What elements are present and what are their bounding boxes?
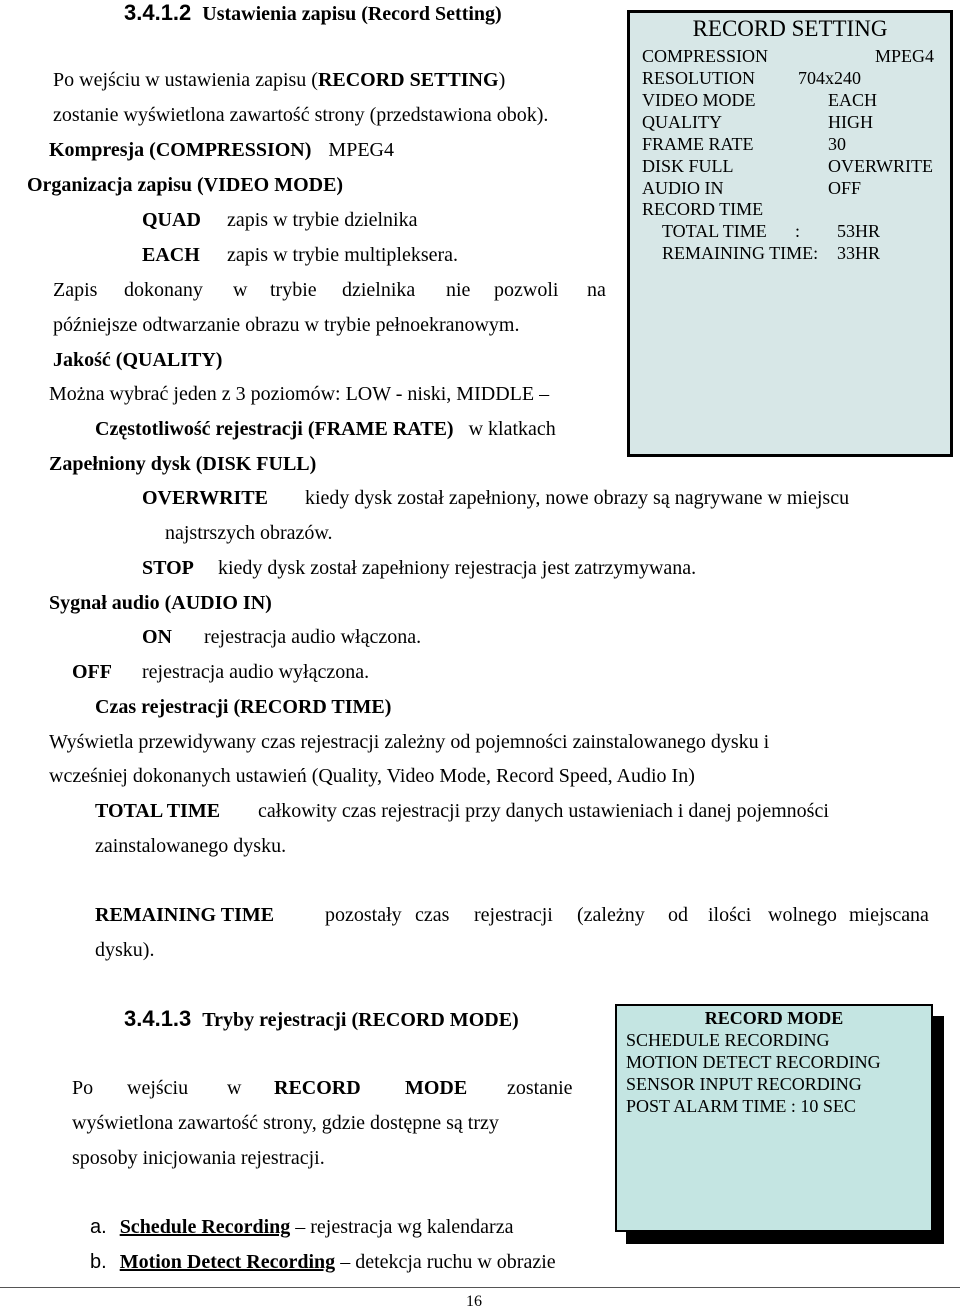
quad-term: QUAD bbox=[142, 209, 201, 231]
record-time-label: RECORD TIME bbox=[642, 199, 764, 219]
section-title: Tryby rejestracji (RECORD MODE) bbox=[202, 1009, 519, 1031]
footer-rule bbox=[0, 1287, 960, 1288]
page-number: 16 bbox=[466, 1293, 482, 1310]
off-desc: rejestracja audio wyłączona. bbox=[142, 661, 370, 683]
audio-in-value: OFF bbox=[828, 178, 862, 198]
section-heading bbox=[124, 1008, 519, 1030]
list-marker: a. bbox=[90, 1216, 107, 1238]
record-mode-title: RECORD MODE bbox=[704, 1008, 844, 1028]
compression-value: MPEG4 bbox=[328, 139, 394, 161]
mode-intro-word: wejściu bbox=[127, 1077, 189, 1099]
video-mode-value: EACH bbox=[828, 90, 877, 110]
remaining-word: wolnego bbox=[768, 904, 837, 926]
remaining-time-value: 33HR bbox=[837, 243, 881, 263]
compression-value: MPEG4 bbox=[875, 46, 935, 66]
quality-label: QUALITY bbox=[642, 112, 722, 132]
note-word: na bbox=[587, 279, 606, 301]
section-heading bbox=[124, 2, 502, 24]
note-word: pozwoli bbox=[494, 279, 559, 301]
list-marker: b. bbox=[90, 1251, 107, 1273]
disk-full-value: OVERWRITE bbox=[828, 156, 933, 176]
remaining-term: REMAINING TIME bbox=[95, 904, 275, 926]
total-time-separator: : bbox=[795, 221, 801, 241]
total-time-value: 53HR bbox=[837, 221, 881, 241]
quality-value: HIGH bbox=[828, 112, 873, 132]
record-setting-title: RECORD SETTING bbox=[692, 16, 888, 41]
record-setting-panel bbox=[627, 10, 953, 457]
resolution-value: 704x240 bbox=[798, 68, 861, 88]
intro-line-1 bbox=[53, 70, 505, 90]
resolution-label: RESOLUTION bbox=[642, 68, 755, 88]
record-time-desc-cont: wcześniej dokonanych ustawień (Quality, Video Mode, Record Speed, Audio In) bbox=[49, 765, 695, 787]
disk-full-heading: Zapełniony dysk (DISK FULL) bbox=[49, 453, 317, 475]
on-term: ON bbox=[142, 626, 172, 648]
note-word: Zapis bbox=[53, 279, 98, 301]
remaining-time-label: REMAINING TIME: bbox=[662, 243, 819, 263]
list-desc: – detekcja ruchu w obrazie bbox=[340, 1251, 556, 1273]
record-mode-item: SCHEDULE RECORDING bbox=[626, 1030, 830, 1050]
mode-intro-term: MODE bbox=[405, 1077, 468, 1099]
overwrite-desc-cont: najstrszych obrazów. bbox=[165, 522, 333, 544]
compression-label: COMPRESSION bbox=[642, 46, 769, 66]
list-desc: – rejestracja wg kalendarza bbox=[295, 1216, 514, 1238]
video-mode-label: VIDEO MODE bbox=[642, 90, 756, 110]
each-term: EACH bbox=[142, 244, 200, 266]
total-time-desc: całkowity czas rejestracji przy danych ustawieniach i danej pojemności bbox=[258, 800, 829, 822]
note-word: w bbox=[233, 279, 248, 301]
section-title: Ustawienia zapisu (Record Setting) bbox=[202, 3, 502, 25]
off-term: OFF bbox=[72, 661, 112, 683]
list-term: Schedule Recording bbox=[119, 1216, 291, 1238]
section-number: 3.4.1.2 bbox=[124, 0, 192, 25]
remaining-word: rejestracji bbox=[474, 904, 553, 926]
mode-intro-term: RECORD bbox=[274, 1077, 361, 1099]
intro-term: RECORD SETTING bbox=[317, 69, 499, 91]
mode-intro-word: Po bbox=[72, 1077, 94, 1099]
mode-intro-line-2: wyświetlona zawartość strony, gdzie dostępne są trzy bbox=[72, 1112, 499, 1134]
stop-desc: kiedy dysk został zapełniony rejestracja jest zatrzymywana. bbox=[218, 557, 697, 579]
mode-intro-word: w bbox=[227, 1077, 242, 1099]
frame-rate-label: FRAME RATE bbox=[642, 134, 754, 154]
intro-line-2: zostanie wyświetlona zawartość strony (przedstawiona obok). bbox=[53, 104, 549, 126]
frame-rate-line bbox=[95, 419, 556, 439]
stop-term: STOP bbox=[142, 557, 194, 579]
remaining-desc-cont: dysku). bbox=[95, 939, 155, 961]
frame-rate-heading: Częstotliwość rejestracji (FRAME RATE) bbox=[95, 418, 454, 440]
note-word: trybie bbox=[270, 279, 317, 301]
record-mode-item: POST ALARM TIME : 10 SEC bbox=[626, 1096, 856, 1116]
remaining-word: ilości bbox=[708, 904, 752, 926]
on-desc: rejestracja audio włączona. bbox=[204, 626, 422, 648]
record-mode-item: MOTION DETECT RECORDING bbox=[626, 1052, 881, 1072]
total-time-term: TOTAL TIME bbox=[95, 800, 221, 822]
quad-desc: zapis w trybie dzielnika bbox=[227, 209, 418, 231]
note-word: dzielnika bbox=[342, 279, 416, 301]
remaining-word: czas bbox=[415, 904, 450, 926]
mode-intro-line-3: sposoby inicjowania rejestracji. bbox=[72, 1147, 325, 1169]
remaining-word: na bbox=[910, 904, 929, 926]
each-desc: zapis w trybie multipleksera. bbox=[227, 244, 459, 266]
list-item-motion bbox=[90, 1252, 556, 1272]
compression-label: Kompresja (COMPRESSION) bbox=[49, 139, 312, 161]
remaining-word: od bbox=[668, 904, 688, 926]
list-term: Motion Detect Recording bbox=[119, 1251, 336, 1273]
quality-desc: Można wybrać jeden z 3 poziomów: LOW - niski, MIDDLE – bbox=[49, 383, 550, 405]
overwrite-term: OVERWRITE bbox=[142, 487, 268, 509]
note-line-2: późniejsze odtwarzanie obrazu w trybie pełnoekranowym. bbox=[53, 314, 520, 336]
disk-full-label: DISK FULL bbox=[642, 156, 734, 176]
quality-heading: Jakość (QUALITY) bbox=[53, 349, 223, 371]
remaining-word: (zależny bbox=[577, 904, 645, 926]
remaining-word: miejsca bbox=[849, 904, 911, 926]
record-mode-item: SENSOR INPUT RECORDING bbox=[626, 1074, 862, 1094]
audio-in-label: AUDIO IN bbox=[642, 178, 724, 198]
record-time-desc: Wyświetla przewidywany czas rejestracji zależny od pojemności zainstalowanego dysku i bbox=[49, 731, 770, 753]
record-time-heading: Czas rejestracji (RECORD TIME) bbox=[95, 696, 392, 718]
overwrite-desc: kiedy dysk został zapełniony, nowe obrazy są nagrywane w miejscu bbox=[305, 487, 850, 509]
intro-text: ) bbox=[498, 69, 506, 91]
record-mode-panel bbox=[615, 1004, 933, 1232]
compression-line bbox=[49, 140, 394, 160]
audio-heading: Sygnał audio (AUDIO IN) bbox=[49, 592, 272, 614]
total-time-label: TOTAL TIME bbox=[662, 221, 767, 241]
note-word: nie bbox=[446, 279, 471, 301]
intro-text: Po wejściu w ustawienia zapisu ( bbox=[53, 69, 318, 91]
list-item-schedule bbox=[90, 1217, 513, 1237]
frame-rate-desc: w klatkach bbox=[468, 418, 556, 440]
note-word: dokonany bbox=[124, 279, 203, 301]
remaining-word: pozostały bbox=[325, 904, 402, 926]
section-number: 3.4.1.3 bbox=[124, 1006, 192, 1031]
total-time-desc-cont: zainstalowanego dysku. bbox=[95, 835, 287, 857]
mode-intro-word: zostanie bbox=[507, 1077, 573, 1099]
video-mode-heading: Organizacja zapisu (VIDEO MODE) bbox=[27, 174, 344, 196]
frame-rate-value: 30 bbox=[828, 134, 846, 154]
